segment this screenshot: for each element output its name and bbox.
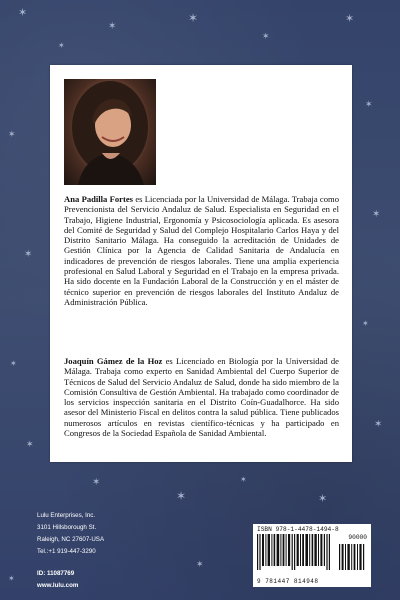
- publisher-city: Raleigh, NC 27607-USA: [37, 536, 105, 543]
- star-icon: ✶: [108, 21, 117, 32]
- star-icon: ✶: [188, 11, 199, 25]
- star-icon: ✶: [10, 359, 17, 368]
- star-icon: ✶: [196, 559, 204, 569]
- addon-barcode-bars: [339, 544, 365, 570]
- publisher-street: 3101 Hillsborough St.: [37, 524, 97, 531]
- publisher-web: www.lulu.com: [37, 582, 79, 589]
- author-bio-text: es Licenciado en Biología por la Universidad de Málaga. Trabaja como experto en Sanidad Ambiental del Cuerpo Superior de Técnicos de Salud del Servicio Andaluz de Salud, donde ha sido miembro de la Comisión Consultiva de Gestión Ambiental. Ha trabajado como coordinador de los servicios inspección sanitaria en el Distrito Coín-Guadalhorce. Ha sido asesor del Ministerio Fiscal en delitos contra la salud pública. Tiene publicados numerosos artículos en revistas científico-técnicas y ha participado en Congresos de la Sociedad Española de Sanidad Ambiental.: [64, 356, 339, 439]
- star-icon: ✶: [372, 209, 381, 220]
- star-icon: ✶: [176, 489, 187, 503]
- author-name: Joaquín Gámez de la Hoz: [64, 356, 163, 366]
- isbn-barcode: [253, 524, 371, 587]
- price-code: 90000: [348, 534, 367, 541]
- star-icon: ✶: [318, 493, 328, 505]
- star-icon: ✶: [92, 477, 101, 488]
- star-icon: ✶: [24, 249, 33, 260]
- star-icon: ✶: [240, 475, 247, 484]
- author-name: Ana Padilla Fortes: [64, 194, 134, 204]
- star-icon: ✶: [362, 319, 369, 328]
- publisher-info: [37, 510, 157, 592]
- barcode-digits: 9 781447 814948: [257, 578, 319, 585]
- star-icon: ✶: [8, 574, 15, 583]
- publisher-id: ID: 11087769: [37, 570, 75, 577]
- star-icon: ✶: [262, 31, 270, 41]
- isbn-text: ISBN 978-1-4478-1494-8: [257, 526, 339, 533]
- star-icon: ✶: [18, 7, 28, 19]
- star-icon: ✶: [365, 99, 373, 109]
- author-bio-panel: [50, 65, 352, 462]
- barcode-bars: [257, 534, 333, 570]
- star-icon: ✶: [58, 41, 65, 50]
- publisher-name: Lulu Enterprises, Inc.: [37, 512, 96, 519]
- star-icon: ✶: [345, 13, 355, 25]
- author-bio-text: es Licenciada por la Universidad de Málaga. Trabaja como Prevencionista del Servicio Andaluz de Salud. Especialista en Seguridad en el Trabajo, Higiene Industrial, Ergonomía y Psicosociología aplicada. Es asesora del Comité de Seguridad y Salud del Complejo Hospitalario Carlos Haya y del Distrito Sanitario Málaga. Ha conseguido la acreditación de Unidades de Gestión Clínica por la Agencia de Calidad Sanitaria de Andalucía en indicadores de prevención de riesgos laborales. Tiene una amplia experiencia profesional en Salud Laboral y Seguridad en el Trabajo en la empresa privada. Ha sido docente en la Fundación Laboral de la Construcción y en el máster de técnico superior en prevención de riesgos laborales del Instituto Andaluz de Administración Pública.: [64, 194, 340, 307]
- author-photo: [64, 79, 156, 185]
- star-icon: ✶: [8, 129, 16, 139]
- author-bio: [64, 194, 339, 307]
- star-icon: ✶: [374, 419, 383, 430]
- star-icon: ✶: [26, 439, 34, 449]
- author-bio: [64, 356, 339, 438]
- publisher-phone: Tel.:+1 919-447-3290: [37, 548, 96, 555]
